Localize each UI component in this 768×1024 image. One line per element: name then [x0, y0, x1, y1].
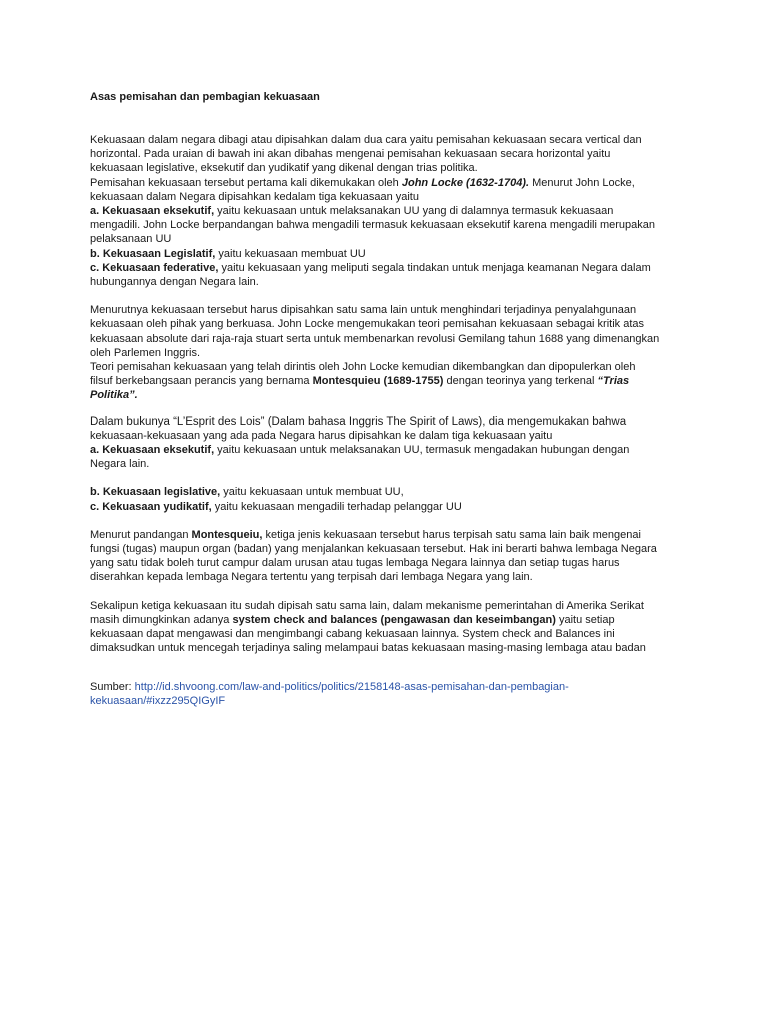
text-line: Negara lain. [90, 458, 150, 471]
list-item-legislatif [90, 247, 690, 261]
trias-politika-cont: Politika”. [90, 389, 138, 402]
list-item-label: a. Kekuasaan eksekutif, [90, 205, 215, 218]
montesqueiu-name: Montesqueiu, [191, 528, 263, 541]
document-title: Asas pemisahan dan pembagian kekuasaan [90, 91, 320, 103]
text-line: kekuasaan dapat mengawasi dan mengimbangi cabang kekuasaan lainnya. System check and Balances ini [90, 628, 615, 641]
list-item-label: b. Kekuasaan Legislatif, [90, 247, 216, 260]
text-line [90, 374, 690, 388]
trias-politika: “Trias [597, 375, 630, 388]
text-line: hubungannya dengan Negara lain. [90, 276, 259, 289]
text-line: Teori pemisahan kekuasaan yang telah dirintis oleh John Locke kemudian dikembangkan dan dipopulerkan oleh [90, 361, 636, 374]
list-item-label: c. Kekuasaan yudikatif, [90, 500, 212, 513]
paragraph-intro [90, 133, 690, 289]
paragraph-gap [90, 514, 690, 528]
text-line: oleh Parlemen Inggris. [90, 346, 201, 359]
john-locke-name: John Locke (1632-1704). [401, 176, 530, 189]
text-segment: dengan teorinya yang terkenal [443, 375, 598, 388]
text-line: fungsi (tugas) maupun organ (badan) yang menjalankan kekuasaan tersebut. Hak ini berarti bahwa lembaga Negara [90, 543, 657, 556]
text-line: pelaksanaan UU [90, 233, 172, 246]
text-segment: yaitu setiap [555, 613, 615, 626]
text-segment: yaitu kekuasaan untuk melaksanakan UU, termasuk mengadakan hubungan dengan [214, 444, 630, 457]
paragraph-esprit [90, 415, 690, 472]
text-line: kekuasaan legislative, eksekutif dan yudikatif yang dikenal dengan trias politika. [90, 162, 478, 175]
text-segment: yaitu kekuasaan untuk melaksanakan UU yang di dalamnya termasuk kekuasaan [214, 205, 614, 218]
text-line: horizontal. Pada uraian di bawah ini akan dibahas mengenai pemisahan kekuasaan secara horizontal yaitu [90, 148, 611, 161]
source-link[interactable]: http://id.shvoong.com/law-and-politics/politics/2158148-asas-pemisahan-dan-pembagian- [134, 680, 569, 693]
text-line: kekuasaan oleh pihak yang berkuasa. John Locke mengemukakan teori pemisahan kekuasaan sebagai kritik atas [90, 318, 645, 331]
text-segment: masih dimungkinkan adanya [90, 613, 233, 626]
list-item-legislative [90, 485, 690, 499]
paragraph-locke [90, 303, 690, 402]
text-line: kekuasaan-kekuasaan yang ada pada Negara harus dipisahkan ke dalam tiga kekuasaan yaitu [90, 429, 553, 442]
paragraph-list [90, 485, 690, 513]
paragraph-check-balances [90, 599, 690, 656]
text-line: Sekalipun ketiga kekuasaan itu sudah dipisah satu sama lain, dalam mekanisme pemerintahan di Amerika Serikat [90, 599, 644, 612]
source-label: Sumber: [90, 680, 135, 693]
paragraph-montesqueiu [90, 528, 690, 585]
text-line [90, 528, 690, 542]
text-segment: Menurut John Locke, [529, 176, 635, 189]
list-item-eksekutif [90, 204, 690, 218]
paragraph-gap [90, 656, 690, 680]
list-item-label: c. Kekuasaan federative, [90, 261, 219, 274]
text-segment: yaitu kekuasaan yang meliputi segala tindakan untuk menjaga keamanan Negara dalam [218, 261, 651, 274]
list-item-federative [90, 261, 690, 275]
text-line: dimaksudkan untuk mencegah terjadinya saling melampaui batas kekuasaan masing-masing lembaga atau badan [90, 642, 646, 655]
text-segment: yaitu kekuasaan mengadili terhadap pelanggar UU [211, 500, 462, 513]
text-line [90, 613, 690, 627]
text-line [90, 694, 690, 708]
text-segment: Menurut pandangan [90, 528, 192, 541]
paragraph-gap [90, 403, 690, 415]
text-line [90, 680, 690, 694]
document-body [90, 133, 690, 708]
list-item-label: a. Kekuasaan eksekutif, [90, 444, 215, 457]
text-line: diserahkan kepada lembaga Negara tertentu yang terpisah dari lembaga Negara yang lain. [90, 571, 533, 584]
text-segment: ketiga jenis kekuasaan tersebut harus terpisah satu sama lain baik mengenai [262, 528, 641, 541]
paragraph-gap [90, 585, 690, 599]
text-line: yang satu tidak boleh turut campur dalam urusan atau tugas lembaga Negara lainnya dan setiap tugas harus [90, 557, 620, 570]
text-line: mengadili. John Locke berpandangan bahwa mengadili termasuk kekuasaan eksekutif karena mengadili merupakan [90, 219, 656, 232]
check-balances-term: system check and balances (pengawasan dan keseimbangan) [232, 613, 556, 626]
text-segment: filsuf berkebangsaan perancis yang bernama [90, 375, 313, 388]
source-citation [90, 680, 690, 708]
list-item-label: b. Kekuasaan legislative, [90, 486, 221, 499]
text-line: kekuasaan absolute dari raja-raja stuart serta untuk membenarkan revolusi Gemilang tahun 1688 yang dimenangkan [90, 332, 660, 345]
list-item-eksekutif [90, 443, 690, 457]
montesquieu-name: Montesquieu (1689-1755) [312, 375, 444, 388]
text-line [90, 176, 690, 190]
paragraph-gap [90, 471, 690, 485]
paragraph-gap [90, 289, 690, 303]
text-line: Menurutnya kekuasaan tersebut harus dipisahkan satu sama lain untuk menghindari terjadinya penyalahgunaan [90, 304, 637, 317]
list-item-yudikatif [90, 500, 690, 514]
text-line: Kekuasaan dalam negara dibagi atau dipisahkan dalam dua cara yaitu pemisahan kekuasaan secara vertical dan [90, 134, 642, 146]
text-segment: yaitu kekuasaan untuk membuat UU, [220, 486, 404, 499]
text-line: Dalam bukunya “L’Esprit des Lois” (Dalam bahasa Inggris The Spirit of Laws), dia mengemukakan bahwa [90, 415, 627, 428]
source-link-cont[interactable]: kekuasaan/#ixzz295QIGyIF [90, 694, 226, 707]
text-line: kekuasaan dalam Negara dipisahkan kedalam tiga kekuasaan yaitu [90, 190, 419, 203]
text-segment: yaitu kekuasaan membuat UU [215, 247, 366, 260]
text-segment: Pemisahan kekuasaan tersebut pertama kali dikemukakan oleh [90, 176, 402, 189]
